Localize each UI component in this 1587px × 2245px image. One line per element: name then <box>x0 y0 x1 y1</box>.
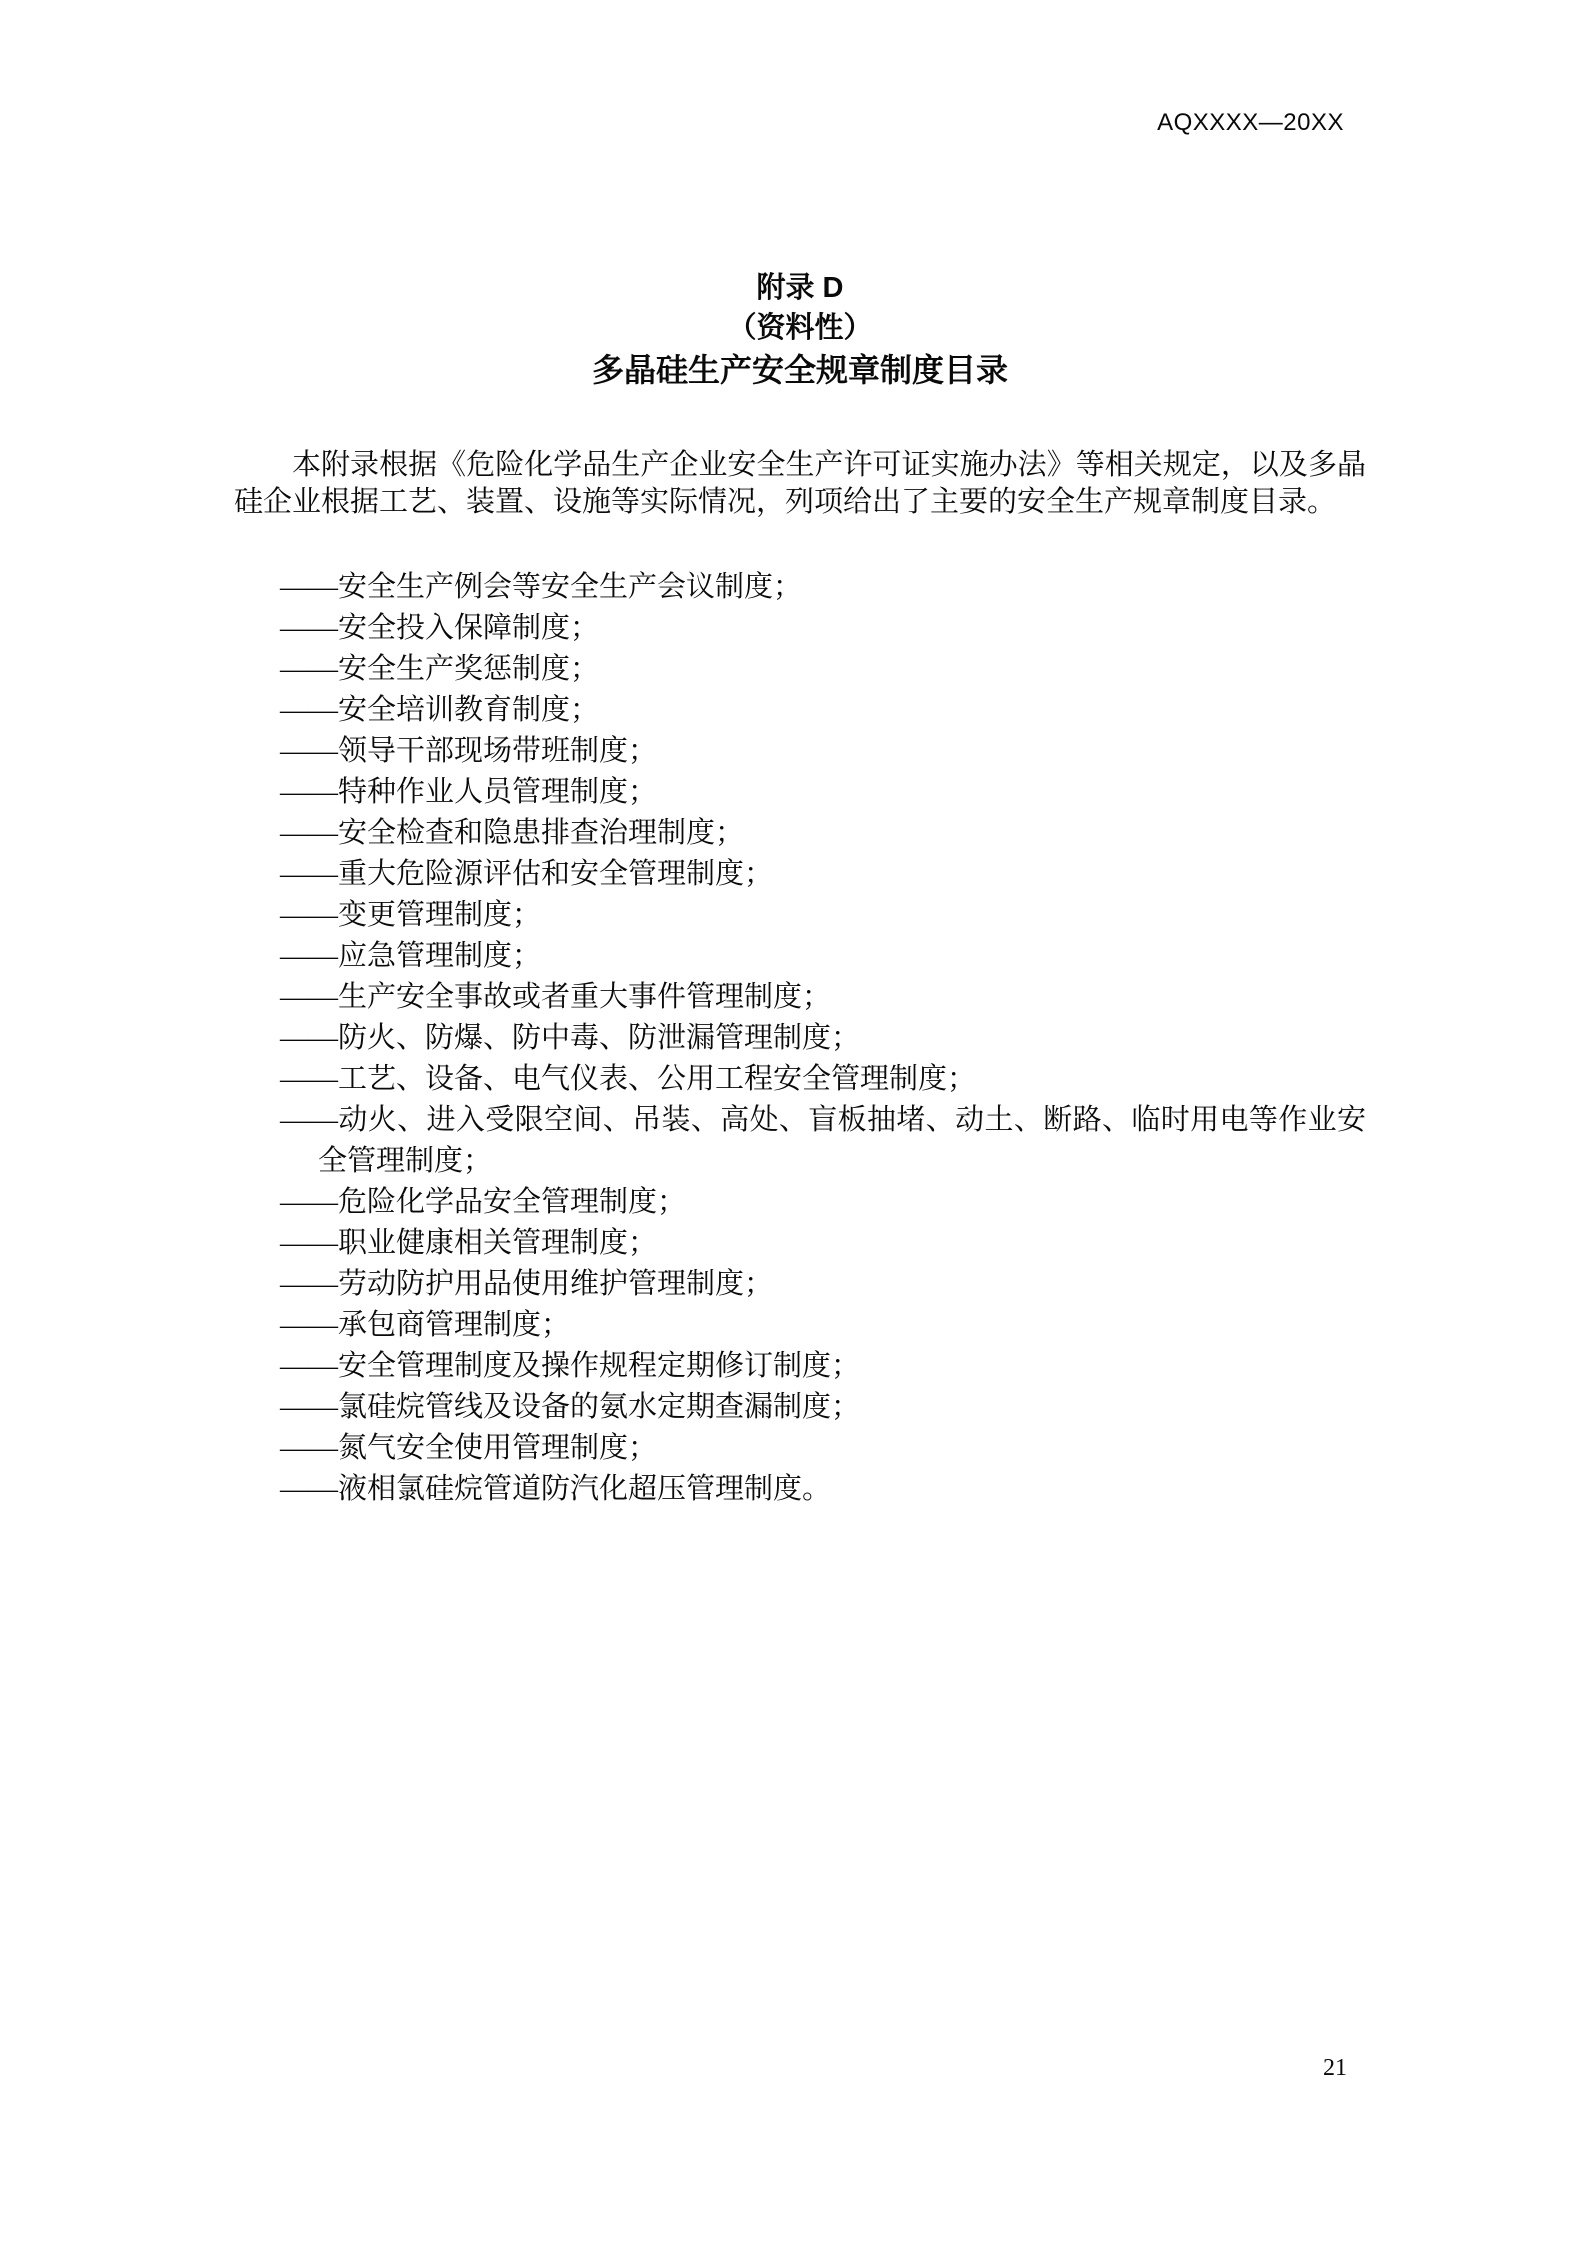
list-item: ——变更管理制度； <box>280 899 542 931</box>
list-item: ——职业健康相关管理制度； <box>280 1227 658 1259</box>
appendix-title: 多晶硅生产安全规章制度目录 <box>591 352 1008 388</box>
list-item: ——危险化学品安全管理制度； <box>280 1186 687 1218</box>
list-item: ——承包商管理制度； <box>280 1309 571 1341</box>
list-item: ——氯硅烷管线及设备的氨水定期查漏制度； <box>280 1391 861 1423</box>
list-item: ——劳动防护用品使用维护管理制度； <box>280 1268 774 1300</box>
document-code-header: AQXXXX—20XX <box>1157 109 1344 136</box>
appendix-classification: （资料性） <box>727 312 873 344</box>
list-item: ——安全生产例会等安全生产会议制度； <box>280 571 803 603</box>
list-item: ——工艺、设备、电气仪表、公用工程安全管理制度； <box>280 1063 977 1095</box>
list-item: ——安全管理制度及操作规程定期修订制度； <box>280 1350 861 1382</box>
regulation-list <box>234 567 1366 1510</box>
page-number: 21 <box>1323 2055 1347 2081</box>
list-item: ——生产安全事故或者重大事件管理制度； <box>280 981 832 1013</box>
appendix-label: 附录 D <box>756 272 844 304</box>
list-item: ——特种作业人员管理制度； <box>280 776 658 808</box>
list-item: ——防火、防爆、防中毒、防泄漏管理制度； <box>280 1022 861 1054</box>
list-item: ——氮气安全使用管理制度； <box>280 1432 658 1464</box>
intro-paragraph: 本附录根据《危险化学品生产企业安全生产许可证实施办法》等相关规定，以及多晶硅企业根据工艺、装置、设施等实际情况，列项给出了主要的安全生产规章制度目录。 <box>234 449 1366 518</box>
list-item: ——安全培训教育制度； <box>280 694 600 726</box>
list-item: ——液相氯硅烷管道防汽化超压管理制度。 <box>280 1473 832 1505</box>
list-item: ——安全检查和隐患排查治理制度； <box>280 817 745 849</box>
document-content <box>234 0 1366 1510</box>
list-item: ——领导干部现场带班制度； <box>280 735 658 767</box>
list-item: ——应急管理制度； <box>280 940 542 972</box>
list-item: ——重大危险源评估和安全管理制度； <box>280 858 774 890</box>
list-item: ——安全投入保障制度； <box>280 612 600 644</box>
list-item: ——安全生产奖惩制度； <box>280 653 600 685</box>
list-item: ——动火、进入受限空间、吊装、高处、盲板抽堵、动土、断路、临时用电等作业安全管理制度； <box>280 1104 1366 1177</box>
